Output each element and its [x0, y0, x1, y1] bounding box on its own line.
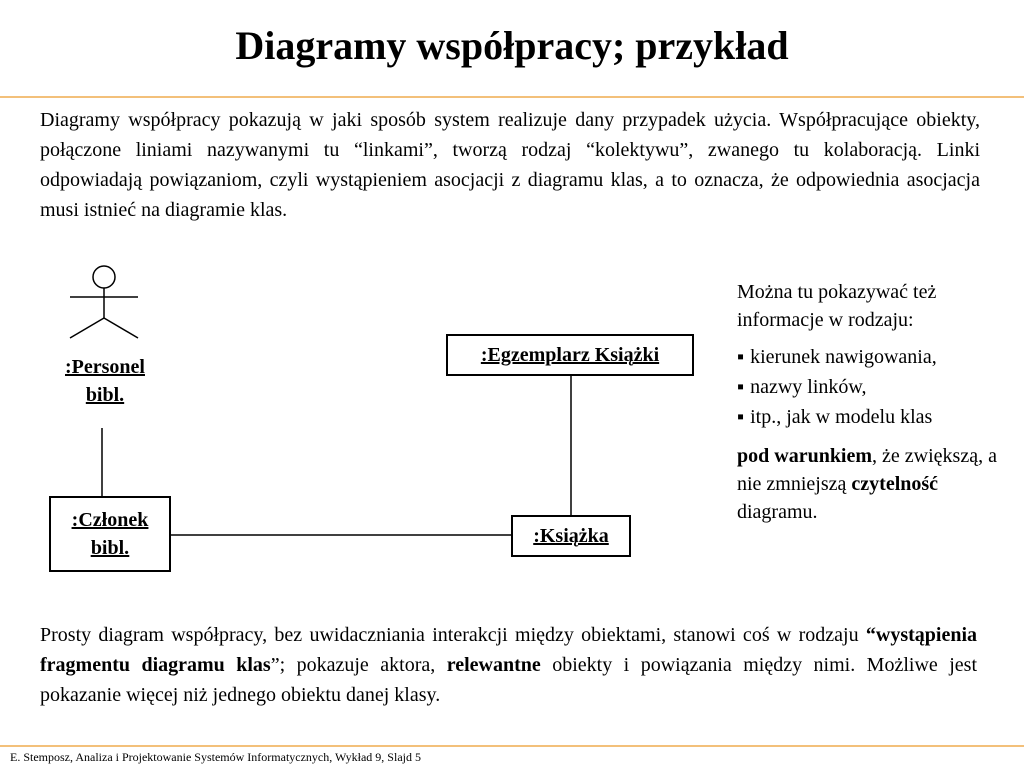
bottom-part1: Prosty diagram współpracy, bez uwidaczniania interakcji między obiektami, stanowi coś w rodzaju	[40, 624, 866, 646]
side-note-intro: Można tu pokazywać też informacje w rodzaju:	[737, 281, 937, 331]
side-bullet-3: ▪ itp., jak w modelu klas	[737, 402, 1007, 432]
slide-title: Diagramy współpracy; przykład	[235, 23, 789, 68]
side-note-condition	[737, 442, 1007, 526]
object-czlonek-line2: bibl.	[90, 537, 130, 559]
side-bullet-1: ▪ kierunek nawigowania,	[737, 342, 1007, 372]
bottom-bold1: “wystąpienia fragmentu diagramu klas	[40, 624, 977, 676]
intro-paragraph: Diagramy współpracy pokazują w jaki sposób system realizuje dany przypadek użycia. Współpracujące obiekty, połączone liniami nazywanymi tu “linkami”, tworzą rodzaj “kolektywu”, zwanego tu kolaboracją. Linki odpowiadają powiązaniom, czyli wystąpieniem asocjacji z diagramu klas, a to oznacza, że odpowiednia asocjacja musi istnieć na diagramie klas.	[40, 109, 980, 221]
object-czlonek-bibl	[49, 496, 171, 572]
side-note	[737, 278, 1007, 526]
side-note-bullets	[737, 342, 1007, 432]
condition-bold-2: czytelność	[851, 473, 939, 495]
object-egzemplarz-ksiazki	[446, 334, 694, 376]
bottom-part3: obiekty i powiązania między nimi. Możliwe jest pokazanie więcej niż jednego obiektu danej klasy.	[40, 654, 978, 706]
actor-label	[40, 353, 170, 409]
side-bullet-2: ▪ nazwy linków,	[737, 372, 1007, 402]
bottom-bold2: relewantne	[446, 654, 541, 676]
object-ksiazka	[511, 515, 631, 557]
condition-text-1: , że zwiększą, a nie zmniejszą	[737, 445, 997, 495]
condition-bold-1: pod warunkiem	[737, 445, 873, 467]
actor-icon	[70, 266, 138, 338]
bottom-part2: ”; pokazuje aktora,	[270, 654, 447, 676]
object-czlonek-line1: :Członek	[71, 509, 149, 531]
condition-text-2: diagramu.	[737, 501, 818, 523]
object-egzemplarz-label: :Egzemplarz Książki	[480, 344, 660, 366]
footer-rule	[0, 745, 1024, 747]
actor-label-line1: :Personel	[65, 356, 145, 378]
object-czlonek-label	[72, 506, 149, 562]
footer-text: E. Stemposz, Analiza i Projektowanie Systemów Informatycznych, Wykład 9, Slajd 5	[10, 750, 421, 764]
actor-label-line2: bibl.	[85, 384, 125, 406]
object-ksiazka-label: :Książka	[533, 525, 609, 547]
bottom-paragraph	[40, 620, 977, 710]
